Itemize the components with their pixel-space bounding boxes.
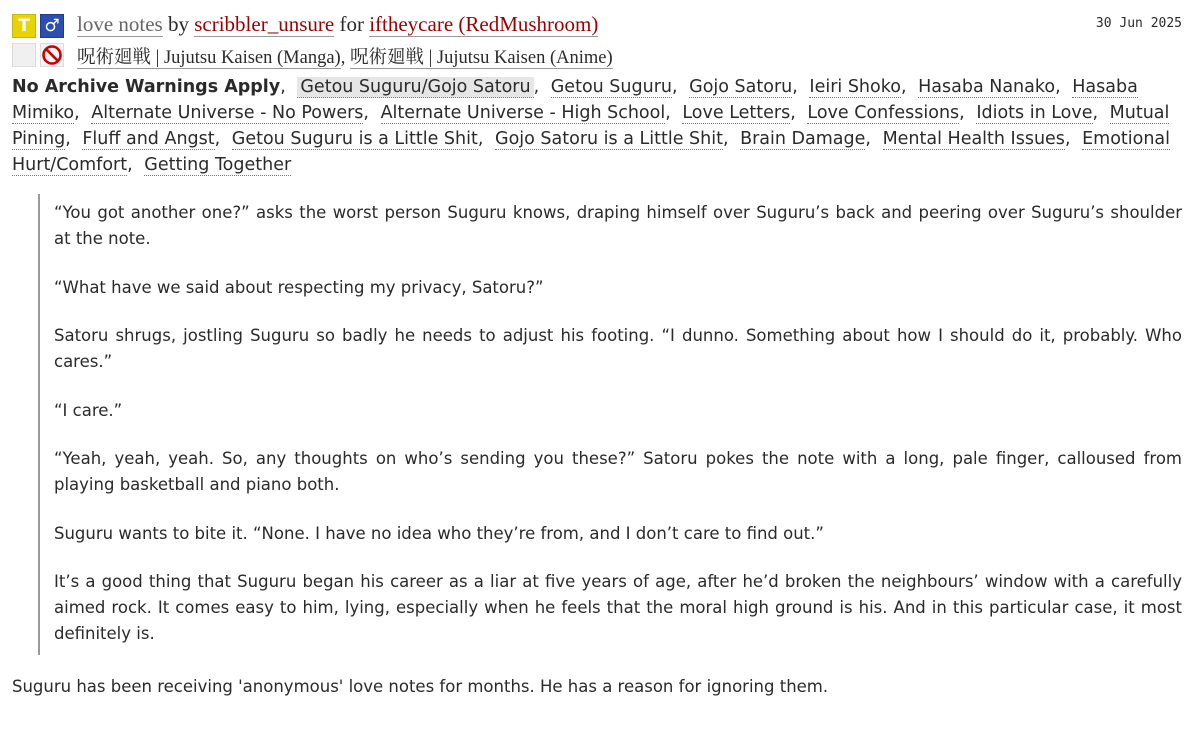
tag-separator: , <box>74 103 80 123</box>
tag-link[interactable]: Mental Health Issues <box>882 129 1065 149</box>
no-symbol-icon <box>41 44 63 66</box>
tag-link[interactable]: Hasaba Mimiko <box>12 77 1138 123</box>
tag-item-character <box>918 77 1072 97</box>
tag-link[interactable]: Alternate Universe - No Powers <box>91 103 364 123</box>
tag-item-freeform <box>976 103 1109 123</box>
rating-teen-icon[interactable]: T <box>12 14 36 38</box>
tag-item-character <box>551 77 689 97</box>
tag-link[interactable]: Mutual Pining <box>12 103 1170 149</box>
tag-separator: , <box>959 103 965 123</box>
tag-item-freeform <box>91 103 380 123</box>
tag-link[interactable]: Getou Suguru is a Little Shit <box>231 129 478 149</box>
work-description: Suguru has been receiving 'anonymous' love notes for months. He has a reason for ignoring them. <box>12 677 829 696</box>
tag-link[interactable]: Getou Suguru/Gojo Satoru <box>297 77 533 98</box>
fandom-separator: , <box>340 48 346 68</box>
tag-separator: , <box>363 103 369 123</box>
tag-separator: , <box>1055 77 1061 97</box>
complete-status-icon[interactable] <box>12 43 36 67</box>
summary-paragraph: It’s a good thing that Suguru began his career as a liar at five years of age, after he’d broken the neighbours’ window with a carefully aimed rock. It comes easy to him, lying, especially when he feels that the moral high ground is his. And in this particular case, it most definitely is. <box>54 572 1182 643</box>
tag-item-freeform <box>381 103 683 123</box>
by-label: by <box>167 12 189 36</box>
tag-separator: , <box>792 77 798 97</box>
author-link[interactable]: scribbler_unsure <box>194 12 335 36</box>
tag-item-freeform <box>682 103 807 123</box>
tag-item-character <box>809 77 918 97</box>
tag-separator: , <box>865 129 871 149</box>
work-title-link[interactable]: love notes <box>77 12 163 36</box>
tag-separator: , <box>280 77 286 97</box>
tag-separator: , <box>533 77 540 97</box>
tag-item-freeform <box>144 155 291 176</box>
tag-separator: , <box>65 129 71 149</box>
tag-item-freeform <box>495 129 740 149</box>
publish-date: 30 Jun 2025 <box>1095 16 1182 31</box>
fandom-link-anime[interactable]: 呪術廻戦 | Jujutsu Kaisen (Anime) <box>349 48 613 68</box>
work-header <box>12 10 1182 68</box>
fandom-list <box>77 43 613 69</box>
tag-item-relationship <box>297 77 550 97</box>
tag-link[interactable]: Love Letters <box>682 103 791 123</box>
summary-paragraph: “What have we said about respecting my privacy, Satoru?” <box>54 277 544 297</box>
summary-paragraph: Satoru shrugs, jostling Suguru so badly he needs to adjust his footing. “I dunno. Something about how I should do it, probably. Who cares.” <box>54 326 1182 371</box>
tag-link[interactable]: No Archive Warnings Apply <box>12 77 281 97</box>
tag-link[interactable]: Emotional Hurt/Comfort <box>12 129 1171 175</box>
tag-link[interactable]: Getting Together <box>144 155 292 175</box>
work-blurb <box>12 10 1182 696</box>
tag-separator: , <box>900 77 907 97</box>
work-summary <box>38 194 1182 655</box>
tag-separator: , <box>214 129 221 149</box>
required-tags <box>12 14 66 68</box>
tag-link[interactable]: Getou Suguru <box>550 77 672 97</box>
fandom-link-manga[interactable]: 呪術廻戦 | Jujutsu Kaisen (Manga) <box>77 48 341 68</box>
tag-link[interactable]: Idiots in Love <box>976 103 1093 123</box>
tag-link[interactable]: Gojo Satoru is a Little Shit <box>495 129 723 149</box>
tag-link[interactable]: Fluff and Angst <box>82 129 215 149</box>
tag-item-freeform <box>807 103 976 123</box>
tag-item-freeform <box>82 129 231 149</box>
summary-paragraph: Suguru wants to bite it. “None. I have no idea who they’re from, and I don’t care to find out.” <box>54 523 824 543</box>
work-heading <box>77 12 598 37</box>
tag-separator: , <box>1064 129 1071 149</box>
tag-link[interactable]: Hasaba Nanako <box>918 77 1056 97</box>
tag-separator: , <box>127 155 133 175</box>
tag-link[interactable]: Love Confessions <box>807 103 960 123</box>
for-label: for <box>339 12 364 36</box>
tag-link[interactable]: Gojo Satoru <box>689 77 793 97</box>
tag-item-freeform <box>740 129 882 149</box>
tag-item-warning <box>12 77 297 97</box>
recipient-link[interactable]: iftheycare (RedMushroom) <box>369 12 599 36</box>
summary-paragraph: “I care.” <box>54 400 123 420</box>
tag-list <box>12 74 1182 178</box>
category-mm-icon[interactable]: ♂ <box>40 14 64 38</box>
tag-separator: , <box>672 77 678 97</box>
tag-item-freeform <box>232 129 495 149</box>
tag-link[interactable]: Alternate Universe - High School <box>380 103 666 123</box>
tag-separator: , <box>790 103 796 123</box>
tag-separator: , <box>665 103 671 123</box>
tag-separator: , <box>722 129 729 149</box>
summary-paragraph: “Yeah, yeah, yeah. So, any thoughts on who’s sending you these?” Satoru pokes the note with a long, pale finger, calloused from playing basketball and piano both. <box>54 449 1182 494</box>
tag-item-character <box>689 77 809 97</box>
tag-link[interactable]: Ieiri Shoko <box>809 77 901 97</box>
tag-separator: , <box>477 129 484 149</box>
tag-link[interactable]: Brain Damage <box>740 129 866 149</box>
no-warnings-icon[interactable] <box>40 43 64 67</box>
tag-separator: , <box>1092 103 1099 123</box>
summary-paragraph: “You got another one?” asks the worst person Suguru knows, draping himself over Suguru’s back and peering over Suguru’s shoulder at the note. <box>54 203 1182 248</box>
tag-item-freeform <box>883 129 1083 149</box>
